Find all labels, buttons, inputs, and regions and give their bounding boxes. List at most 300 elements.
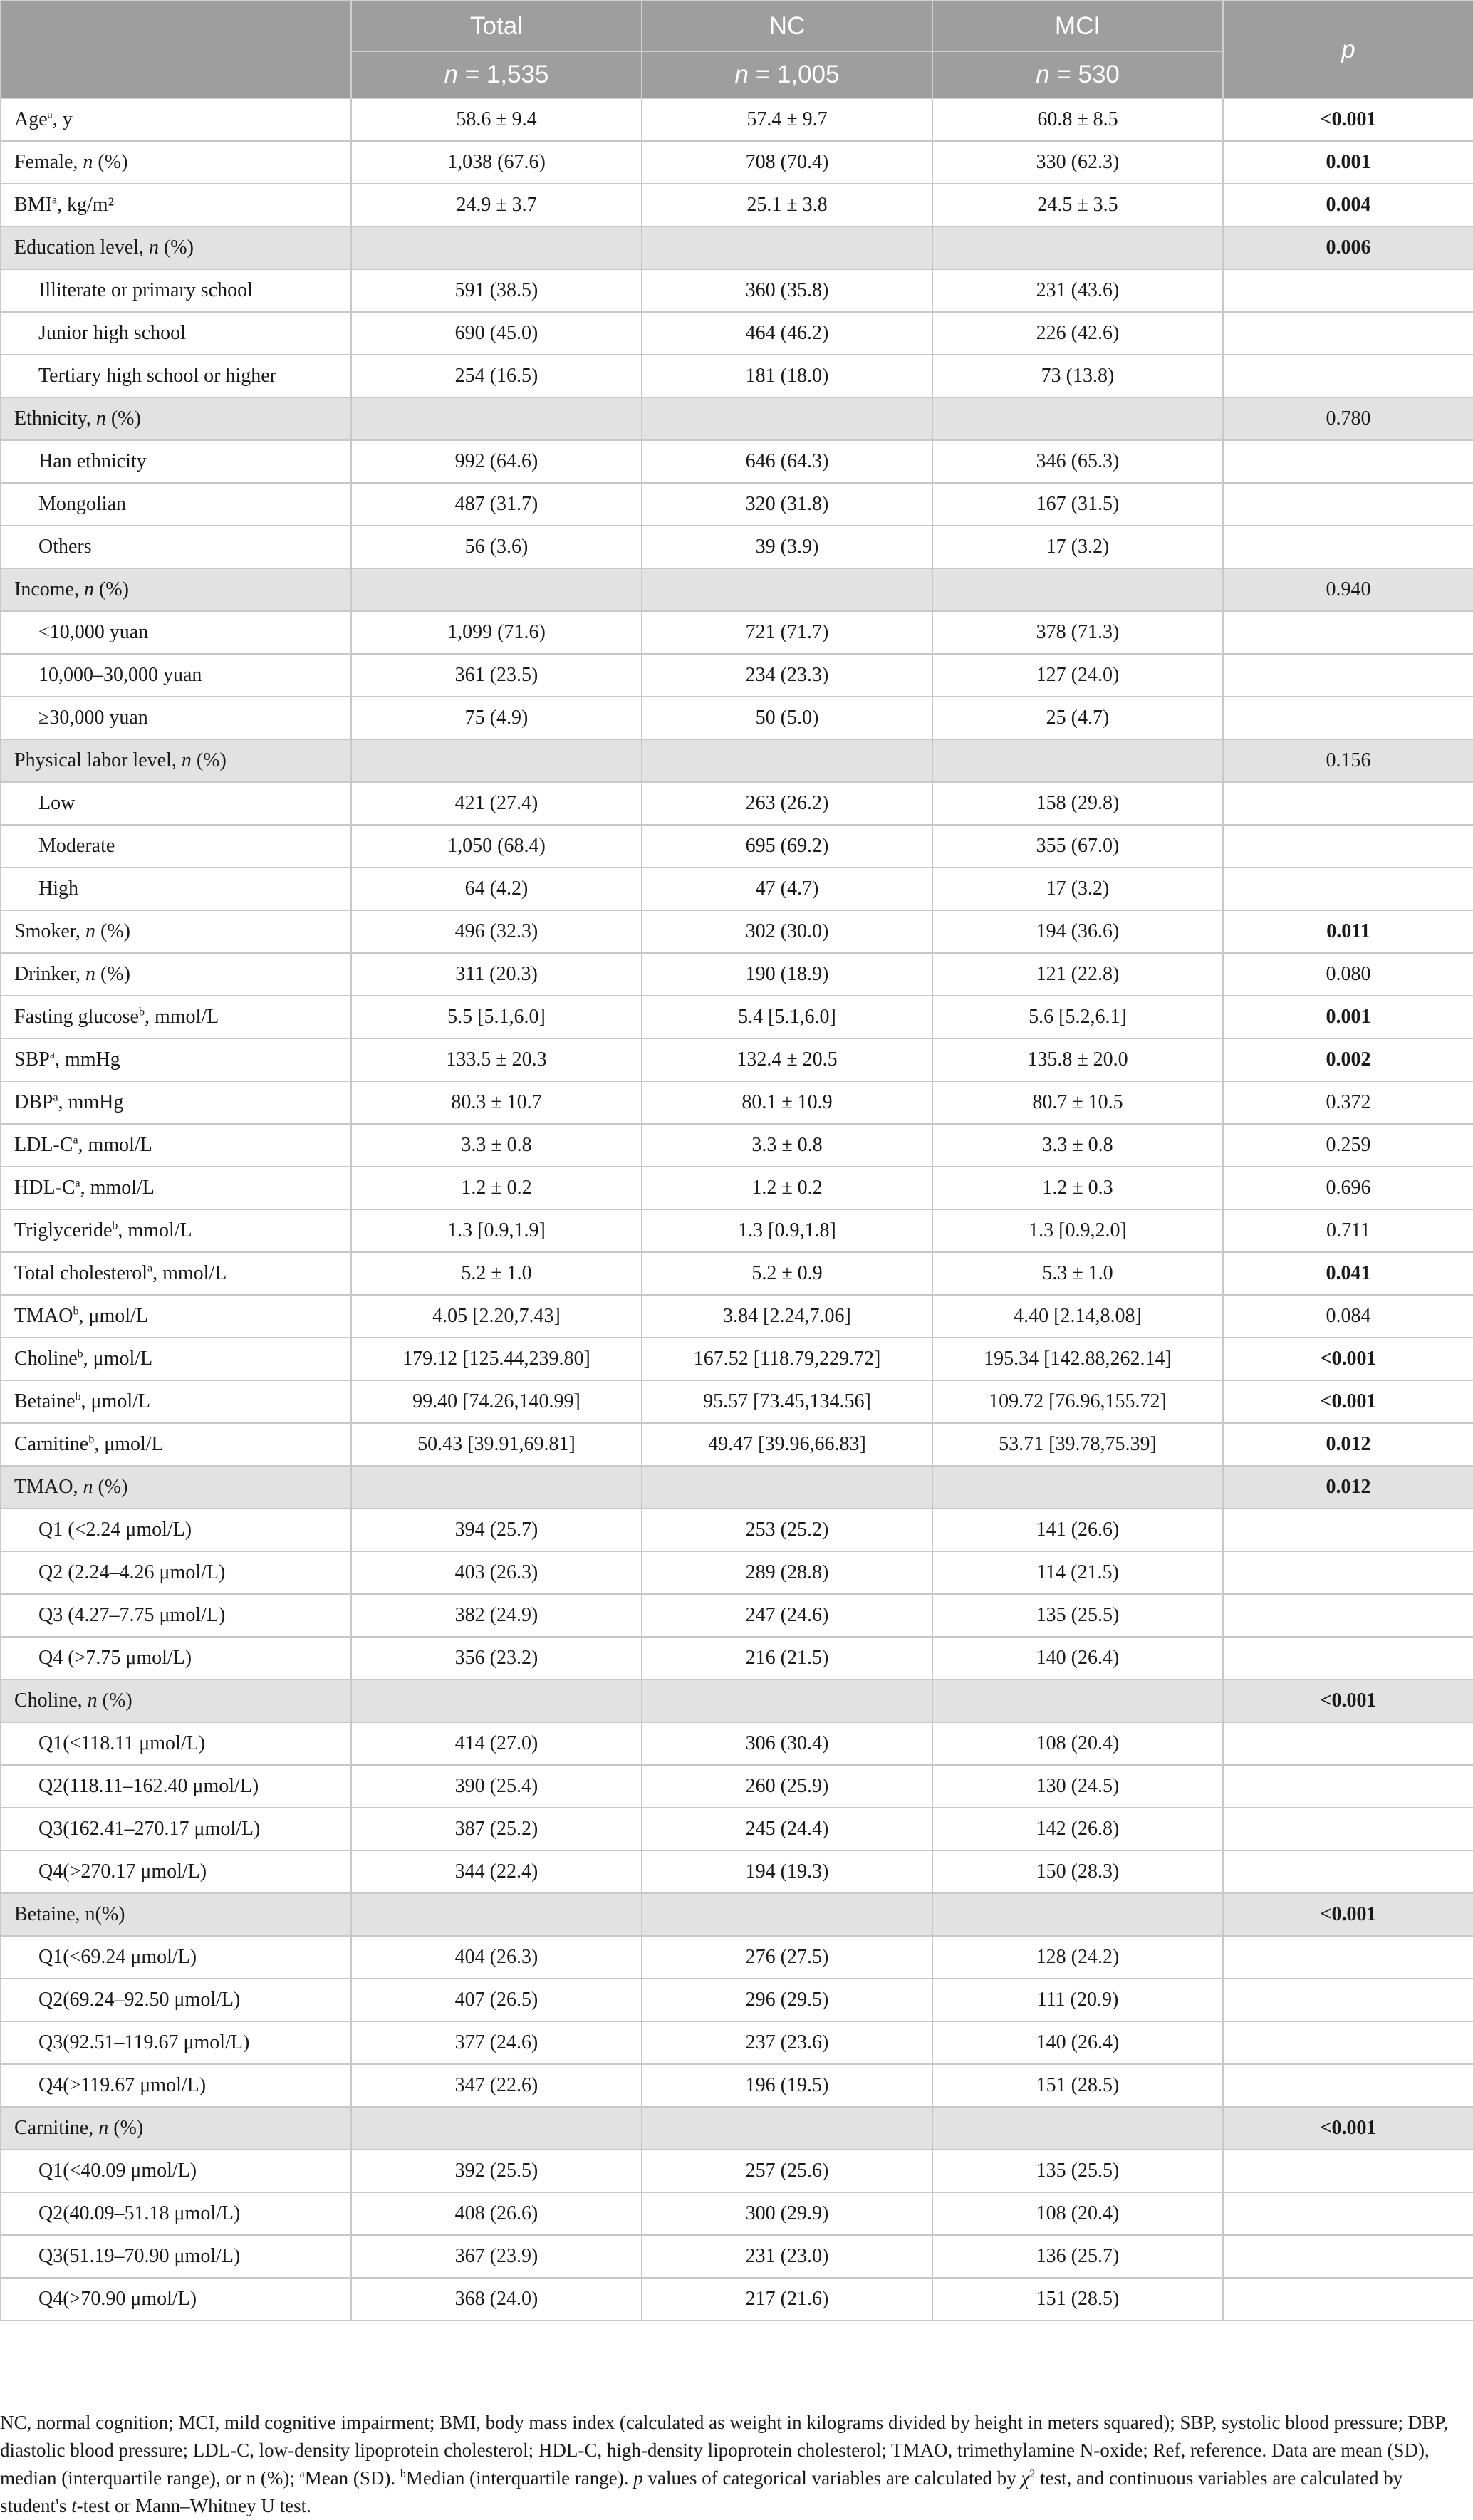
label-italic: n [83, 151, 93, 173]
cell-nc: 245 (24.4) [642, 1808, 932, 1850]
cell-total [351, 397, 642, 440]
label-text: Q4 (>7.75 μmol/L) [38, 1647, 192, 1669]
cell-total: 421 (27.4) [351, 782, 642, 825]
cell-nc: 190 (18.9) [642, 953, 932, 996]
cell-total: 24.9 ± 3.7 [351, 184, 642, 227]
cell-total: 1,099 (71.6) [351, 611, 642, 654]
cell-total [351, 1466, 642, 1509]
cell-nc: 296 (29.5) [642, 1979, 932, 2021]
cell-nc: 234 (23.3) [642, 654, 932, 697]
label-suffix: , μmol/L [80, 1390, 150, 1412]
row-label [1, 1252, 351, 1295]
cell-mci: 109.72 [76.96,155.72] [932, 1380, 1223, 1423]
label-text: ≥30,000 yuan [38, 707, 148, 729]
label-text: TMAO, [14, 1476, 83, 1498]
cell-nc [642, 1466, 932, 1509]
cell-p-value [1223, 782, 1473, 825]
cell-mci: 151 (28.5) [932, 2278, 1223, 2321]
label-text: Q3(51.19–70.90 μmol/L) [38, 2245, 241, 2267]
cell-p-value [1223, 355, 1473, 397]
table-row [1, 98, 1473, 141]
cell-p-value: <0.001 [1223, 1338, 1473, 1380]
cell-p-value: 0.711 [1223, 1209, 1473, 1252]
cell-p-value [1223, 2150, 1473, 2192]
cell-mci: 150 (28.3) [932, 1850, 1223, 1893]
label-italic: n [87, 1689, 98, 1712]
label-text: Han ethnicity [38, 450, 147, 472]
cell-mci: 73 (13.8) [932, 355, 1223, 397]
cell-nc: 247 (24.6) [642, 1594, 932, 1637]
label-suffix: (%) [105, 407, 141, 429]
label-text: Moderate [38, 835, 115, 857]
cell-p-value [1223, 1509, 1473, 1551]
label-sup: b [112, 1219, 118, 1232]
cell-total: 390 (25.4) [351, 1765, 642, 1808]
cell-p-value [1223, 1722, 1473, 1765]
cell-nc: 216 (21.5) [642, 1637, 932, 1680]
label-text: LDL-C [14, 1134, 73, 1156]
cell-total: 50.43 [39.91,69.81] [351, 1423, 642, 1466]
cell-nc: 1.3 [0.9,1.8] [642, 1209, 932, 1252]
cell-total: 344 (22.4) [351, 1850, 642, 1893]
cell-nc: 289 (28.8) [642, 1551, 932, 1594]
footnote-abbreviations: NC, normal cognition; MCI, mild cognitive impairment; BMI, body mass index (calculated as weight in kilograms divided by height in meters squared); SBP, systolic blood pressure; DBP, diastolic blood pressure; LDL-C, low-density lipoprotein cholesterol; HDL-C, high-density lipoprotein cholesterol; TMAO, trimethylamine N-oxide; Ref, reference. Data are mean (SD), median (interquartile range), or n (%); [0, 2412, 1449, 2489]
cell-nc: 5.2 ± 0.9 [642, 1252, 932, 1295]
cell-nc [642, 227, 932, 269]
label-text: Q1 (<2.24 μmol/L) [38, 1519, 192, 1541]
cell-total [351, 227, 642, 269]
cell-p-value [1223, 312, 1473, 355]
label-sup: a [73, 1134, 78, 1147]
label-suffix: , μmol/L [83, 1348, 153, 1370]
cell-p-value [1223, 2021, 1473, 2064]
cell-p-value: 0.156 [1223, 739, 1473, 782]
table-row [1, 782, 1473, 825]
cell-total: 408 (26.6) [351, 2192, 642, 2235]
table-row [1, 1380, 1473, 1423]
cell-nc: 167.52 [118.79,229.72] [642, 1338, 932, 1380]
cell-p-value [1223, 697, 1473, 739]
label-suffix: , μmol/L [78, 1305, 148, 1327]
label-sup: b [139, 1006, 145, 1019]
label-sup: a [147, 1262, 153, 1275]
label-text: Q3 (4.27–7.75 μmol/L) [38, 1604, 226, 1626]
label-text: Low [38, 792, 76, 814]
label-text: Total cholesterol [14, 1262, 147, 1284]
cell-nc [642, 739, 932, 782]
section-row [1, 397, 1473, 440]
section-row [1, 1680, 1473, 1722]
cell-p-value [1223, 1979, 1473, 2021]
cell-p-value [1223, 2064, 1473, 2107]
label-italic: n [85, 920, 95, 942]
cell-nc: 237 (23.6) [642, 2021, 932, 2064]
label-text: Smoker, [14, 920, 85, 942]
row-label [1, 1038, 351, 1081]
label-text: Q1(<118.11 μmol/L) [38, 1732, 206, 1754]
cell-nc [642, 2107, 932, 2150]
row-label [1, 98, 351, 141]
cell-total [351, 739, 642, 782]
cell-mci: 231 (43.6) [932, 269, 1223, 312]
label-text: Illiterate or primary school [38, 279, 253, 301]
cell-total: 992 (64.6) [351, 440, 642, 483]
label-suffix: (%) [158, 236, 194, 259]
cell-total: 64 (4.2) [351, 868, 642, 910]
cell-mci: 135.8 ± 20.0 [932, 1038, 1223, 1081]
cell-mci: 158 (29.8) [932, 782, 1223, 825]
cell-nc: 181 (18.0) [642, 355, 932, 397]
row-label [1, 1509, 351, 1551]
cell-p-value: 0.084 [1223, 1295, 1473, 1338]
cell-p-value [1223, 2192, 1473, 2235]
cell-p-value: 0.001 [1223, 996, 1473, 1038]
table-row [1, 1979, 1473, 2021]
label-text: Q2(69.24–92.50 μmol/L) [38, 1989, 241, 2011]
cell-p-value: 0.372 [1223, 1081, 1473, 1124]
cell-total: 377 (24.6) [351, 2021, 642, 2064]
cell-total: 1.3 [0.9,1.9] [351, 1209, 642, 1252]
cell-mci: 111 (20.9) [932, 1979, 1223, 2021]
table-row [1, 1295, 1473, 1338]
label-text: Income, [14, 578, 84, 600]
table-row [1, 1038, 1473, 1081]
row-label [1, 1893, 351, 1936]
cell-mci [932, 227, 1223, 269]
table-row [1, 611, 1473, 654]
cell-total: 99.40 [74.26,140.99] [351, 1380, 642, 1423]
table-row [1, 184, 1473, 227]
cell-mci: 194 (36.6) [932, 910, 1223, 953]
cell-mci: 1.3 [0.9,2.0] [932, 1209, 1223, 1252]
cell-nc [642, 1893, 932, 1936]
row-label [1, 1680, 351, 1722]
table-row [1, 312, 1473, 355]
label-text: TMAO [14, 1305, 73, 1327]
cell-nc: 695 (69.2) [642, 825, 932, 868]
cell-mci: 17 (3.2) [932, 868, 1223, 910]
cell-p-value [1223, 440, 1473, 483]
cell-mci [932, 1680, 1223, 1722]
cell-total: 3.3 ± 0.8 [351, 1124, 642, 1167]
cell-nc: 217 (21.6) [642, 2278, 932, 2321]
table-row [1, 1765, 1473, 1808]
label-suffix: , y [52, 108, 73, 130]
label-italic: n [98, 2117, 109, 2139]
table-row [1, 1252, 1473, 1295]
cell-mci: 130 (24.5) [932, 1765, 1223, 1808]
cell-nc: 306 (30.4) [642, 1722, 932, 1765]
footnote-part: test, and continuous variables are calculated by student's [0, 2467, 1403, 2516]
cell-mci: 25 (4.7) [932, 697, 1223, 739]
label-suffix: , kg/m² [57, 194, 114, 216]
cell-nc [642, 1680, 932, 1722]
cell-total: 5.2 ± 1.0 [351, 1252, 642, 1295]
row-label [1, 697, 351, 739]
cell-mci [932, 739, 1223, 782]
cell-p-value [1223, 825, 1473, 868]
label-text: Betaine [14, 1390, 76, 1412]
label-text: Q1(<69.24 μmol/L) [38, 1946, 197, 1968]
cell-nc: 320 (31.8) [642, 483, 932, 526]
label-text: Q1(<40.09 μmol/L) [38, 2160, 197, 2182]
cell-p-value [1223, 1594, 1473, 1637]
table-row [1, 1551, 1473, 1594]
label-text: <10,000 yuan [38, 621, 149, 643]
label-sup: a [47, 108, 53, 121]
cell-p-value [1223, 654, 1473, 697]
cell-nc: 25.1 ± 3.8 [642, 184, 932, 227]
cell-nc: 300 (29.9) [642, 2192, 932, 2235]
section-row [1, 739, 1473, 782]
cell-p-value: <0.001 [1223, 2107, 1473, 2150]
cell-mci: 108 (20.4) [932, 2192, 1223, 2235]
cell-mci: 135 (25.5) [932, 2150, 1223, 2192]
label-sup: b [73, 1305, 79, 1318]
row-label [1, 184, 351, 227]
cell-p-value: 0.696 [1223, 1167, 1473, 1209]
label-text: Carnitine, [14, 2117, 99, 2139]
cell-p-value [1223, 526, 1473, 568]
label-text: Others [38, 536, 92, 558]
header-p: p [1223, 1, 1473, 98]
label-italic: n [148, 236, 159, 259]
cell-mci [932, 568, 1223, 611]
label-sup: b [75, 1390, 81, 1403]
cell-total: 133.5 ± 20.3 [351, 1038, 642, 1081]
cell-p-value [1223, 868, 1473, 910]
cell-mci [932, 2107, 1223, 2150]
section-row [1, 1893, 1473, 1936]
cell-mci: 195.34 [142.88,262.14] [932, 1338, 1223, 1380]
label-text: Education level, [14, 236, 149, 259]
n-symbol: n [444, 61, 458, 88]
footnote-sup: a [299, 2468, 305, 2480]
cell-nc: 276 (27.5) [642, 1936, 932, 1979]
row-label [1, 1124, 351, 1167]
label-suffix: (%) [191, 749, 227, 771]
footnote-part: values of categorical variables are calculated by [642, 2467, 1021, 2489]
label-suffix: (%) [93, 151, 128, 173]
cell-nc: 50 (5.0) [642, 697, 932, 739]
row-label [1, 1338, 351, 1380]
row-label [1, 1765, 351, 1808]
label-text: 10,000–30,000 yuan [38, 664, 202, 686]
cell-nc: 132.4 ± 20.5 [642, 1038, 932, 1081]
cell-nc: 196 (19.5) [642, 2064, 932, 2107]
cell-mci: 141 (26.6) [932, 1509, 1223, 1551]
cell-nc: 1.2 ± 0.2 [642, 1167, 932, 1209]
cell-p-value: <0.001 [1223, 1680, 1473, 1722]
footnote-part: -test or Mann–Whitney U test. [76, 2495, 311, 2516]
cell-nc: 49.47 [39.96,66.83] [642, 1423, 932, 1466]
header-total: Total [351, 1, 642, 51]
table-row [1, 1808, 1473, 1850]
row-label [1, 397, 351, 440]
cell-total: 382 (24.9) [351, 1594, 642, 1637]
header-nc: NC [642, 1, 932, 51]
n-value: = 530 [1056, 61, 1120, 88]
table-row [1, 269, 1473, 312]
footnote-t: t [71, 2495, 77, 2516]
footnote-sup: b [400, 2468, 406, 2480]
footnote-part: Mean (SD). [304, 2467, 400, 2489]
cell-nc: 646 (64.3) [642, 440, 932, 483]
cell-p-value [1223, 269, 1473, 312]
cell-mci: 378 (71.3) [932, 611, 1223, 654]
cell-mci: 226 (42.6) [932, 312, 1223, 355]
label-suffix: (%) [95, 963, 130, 985]
label-suffix: , mmol/L [118, 1219, 192, 1241]
label-suffix: , mmol/L [78, 1134, 152, 1156]
table-row [1, 1338, 1473, 1380]
footnote-chi: χ [1021, 2467, 1030, 2489]
footnote-part: Median (interquartile range). [405, 2467, 634, 2489]
label-text: Age [14, 108, 48, 130]
cell-mci: 5.3 ± 1.0 [932, 1252, 1223, 1295]
cell-total: 414 (27.0) [351, 1722, 642, 1765]
row-label [1, 1209, 351, 1252]
row-label [1, 2064, 351, 2107]
row-label [1, 2021, 351, 2064]
cell-nc: 464 (46.2) [642, 312, 932, 355]
table-row [1, 1081, 1473, 1124]
row-label [1, 782, 351, 825]
cell-total: 311 (20.3) [351, 953, 642, 996]
cell-total: 80.3 ± 10.7 [351, 1081, 642, 1124]
row-label [1, 2150, 351, 2192]
cell-nc: 263 (26.2) [642, 782, 932, 825]
label-suffix: (%) [95, 920, 130, 942]
row-label [1, 1081, 351, 1124]
header-n-total [351, 51, 642, 98]
cell-nc: 253 (25.2) [642, 1509, 932, 1551]
table-row [1, 440, 1473, 483]
row-label [1, 868, 351, 910]
row-label [1, 1637, 351, 1680]
cell-p-value: <0.001 [1223, 1380, 1473, 1423]
cell-total: 361 (23.5) [351, 654, 642, 697]
row-label [1, 1808, 351, 1850]
cell-total: 407 (26.5) [351, 1979, 642, 2021]
table-row [1, 1209, 1473, 1252]
row-label [1, 526, 351, 568]
table-header [1, 1, 1473, 98]
cell-mci: 60.8 ± 8.5 [932, 98, 1223, 141]
cell-mci: 53.71 [39.78,75.39] [932, 1423, 1223, 1466]
cell-p-value: 0.080 [1223, 953, 1473, 996]
label-text: High [38, 878, 78, 900]
row-label [1, 483, 351, 526]
label-italic: n [85, 963, 95, 985]
cell-total: 368 (24.0) [351, 2278, 642, 2321]
row-label [1, 1594, 351, 1637]
cell-p-value: 0.940 [1223, 568, 1473, 611]
label-sup: b [77, 1348, 83, 1360]
cell-total: 254 (16.5) [351, 355, 642, 397]
cell-mci: 142 (26.8) [932, 1808, 1223, 1850]
label-text: Q2(118.11–162.40 μmol/L) [38, 1775, 259, 1797]
cell-mci: 108 (20.4) [932, 1722, 1223, 1765]
label-sup: a [51, 194, 58, 207]
row-label [1, 953, 351, 996]
section-row [1, 568, 1473, 611]
table-row [1, 2150, 1473, 2192]
cell-p-value [1223, 483, 1473, 526]
cell-nc: 95.57 [73.45,134.56] [642, 1380, 932, 1423]
table-row [1, 1850, 1473, 1893]
label-text: Drinker, [14, 963, 85, 985]
row-label [1, 1850, 351, 1893]
label-text: Q2(40.09–51.18 μmol/L) [38, 2202, 241, 2224]
cell-nc: 39 (3.9) [642, 526, 932, 568]
cell-nc: 257 (25.6) [642, 2150, 932, 2192]
label-text: Betaine, n(%) [14, 1903, 125, 1925]
cell-p-value [1223, 1551, 1473, 1594]
cell-p-value [1223, 1850, 1473, 1893]
row-label [1, 739, 351, 782]
cell-total: 404 (26.3) [351, 1936, 642, 1979]
label-text: Female, [14, 151, 83, 173]
cell-p-value: 0.001 [1223, 141, 1473, 184]
table-row [1, 1167, 1473, 1209]
cell-mci: 135 (25.5) [932, 1594, 1223, 1637]
label-text: Tertiary high school or higher [38, 365, 276, 387]
table-row [1, 654, 1473, 697]
cell-total: 75 (4.9) [351, 697, 642, 739]
cell-nc: 5.4 [5.1,6.0] [642, 996, 932, 1038]
label-text: Q4(>70.90 μmol/L) [38, 2288, 197, 2310]
row-label [1, 1295, 351, 1338]
label-sup: b [88, 1433, 95, 1446]
label-italic: n [181, 749, 192, 771]
label-text: Carnitine [14, 1433, 89, 1455]
row-label [1, 568, 351, 611]
table-row [1, 953, 1473, 996]
cell-total: 4.05 [2.20,7.43] [351, 1295, 642, 1338]
cell-nc: 57.4 ± 9.7 [642, 98, 932, 141]
label-text: Q4(>270.17 μmol/L) [38, 1860, 207, 1883]
row-label [1, 312, 351, 355]
cell-nc: 721 (71.7) [642, 611, 932, 654]
cell-total: 591 (38.5) [351, 269, 642, 312]
table-footnote [0, 2409, 1460, 2520]
cell-nc [642, 568, 932, 611]
label-text: Q3(92.51–119.67 μmol/L) [38, 2031, 250, 2053]
row-label [1, 1936, 351, 1979]
cell-mci: 114 (21.5) [932, 1551, 1223, 1594]
cell-total: 58.6 ± 9.4 [351, 98, 642, 141]
row-label [1, 611, 351, 654]
label-text: HDL-C [14, 1177, 76, 1199]
cell-nc: 708 (70.4) [642, 141, 932, 184]
row-label [1, 996, 351, 1038]
label-text: Choline, [14, 1689, 88, 1712]
cell-mci: 1.2 ± 0.3 [932, 1167, 1223, 1209]
cell-total [351, 568, 642, 611]
cell-p-value: 0.012 [1223, 1466, 1473, 1509]
row-label [1, 2235, 351, 2278]
table-row [1, 1936, 1473, 1979]
cell-p-value: 0.012 [1223, 1423, 1473, 1466]
cell-mci: 127 (24.0) [932, 654, 1223, 697]
cell-total: 367 (23.9) [351, 2235, 642, 2278]
cell-total: 387 (25.2) [351, 1808, 642, 1850]
label-text: Mongolian [38, 493, 126, 515]
cell-nc: 194 (19.3) [642, 1850, 932, 1893]
table-row [1, 2064, 1473, 2107]
cell-mci: 80.7 ± 10.5 [932, 1081, 1223, 1124]
